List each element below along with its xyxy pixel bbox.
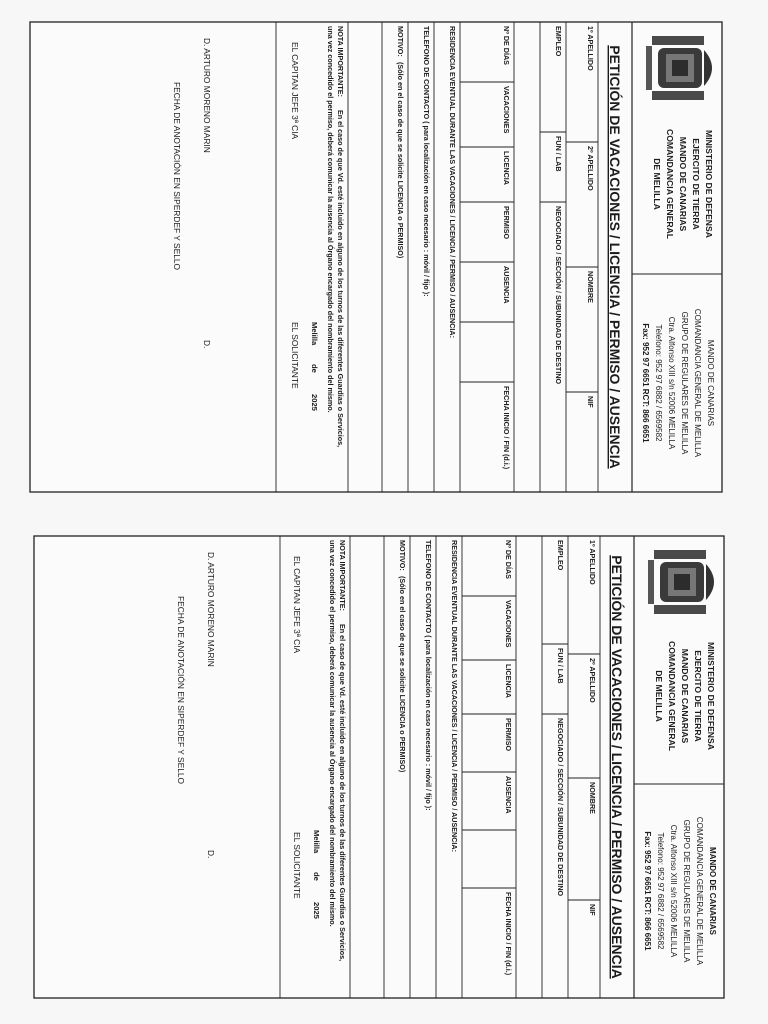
- header-ministry-line-3: MANDO DE CANARIAS: [680, 648, 690, 744]
- row-motive-note: (Sólo en el caso de que se solicite LICENCIA o PERMISO): [396, 62, 405, 259]
- captain-title: EL CAPITAN JEFE 3ª CIA: [292, 556, 302, 654]
- form-title: PETICIÓN DE VACACIONES / LICENCIA / PERMISO / AUSENCIA: [607, 45, 623, 469]
- header-unit-line-1: MANDO DE CANARIAS: [706, 339, 715, 427]
- row-start-end-date: FECHA INICIO / FIN (d.i.): [502, 386, 511, 470]
- row-vacaciones: VACACIONES: [502, 86, 511, 134]
- solicitor-title: EL SOLICITANTE: [290, 322, 300, 389]
- row-surname-2: 2º APELLIDO: [586, 146, 595, 191]
- year: 2025: [312, 902, 321, 919]
- row-licencia: LICENCIA: [504, 664, 513, 698]
- row-residence: RESIDENCIA EVENTUAL DURANTE LAS VACACIONES / LICENCIA / PERMISO / AUSENCIA:: [450, 540, 459, 853]
- de-label: de: [310, 364, 319, 373]
- row-employment: EMPLEO: [556, 540, 565, 571]
- row-unit-destination: NEGOCIADO / SECCIÓN / SUBUNIDAD DE DESTINO: [556, 718, 565, 897]
- form-title: PETICIÓN DE VACACIONES / LICENCIA / PERMISO / AUSENCIA: [609, 555, 625, 979]
- anotacion-label: FECHA DE ANOTACIÓN EN SIPERDEF Y SELLO: [172, 82, 182, 271]
- header-unit-line-5: Telefono: 952 97 6882 / 6569582: [654, 324, 663, 442]
- de-label: de: [312, 872, 321, 881]
- captain-name: D. ARTURO MORENO MARIN: [202, 38, 212, 153]
- header-unit-line-6: Fax: 952 97 6651 RCT: 866 6651: [641, 323, 650, 443]
- header-ministry-line-3: MANDO DE CANARIAS: [678, 136, 688, 232]
- row-permiso: PERMISO: [502, 206, 511, 240]
- row-ausencia: AUSENCIA: [502, 266, 511, 304]
- year: 2025: [310, 394, 319, 411]
- row-motive-label: MOTIVO:: [398, 540, 407, 571]
- note-line-2: una vez concedido el permiso, deberá comunicar la ausencia al Órgano encargado del nombramiento del mismo.: [326, 26, 335, 413]
- note-bold: NOTA IMPORTANTE:: [336, 26, 345, 97]
- header-ministry-line-5: DE MELILLA: [654, 670, 664, 722]
- row-unit-destination: NEGOCIADO / SECCIÓN / SUBUNIDAD DE DESTINO: [554, 206, 563, 385]
- row-name: NOMBRE: [588, 782, 597, 814]
- row-fun-lab: FUN / LAB: [554, 136, 563, 172]
- note-bold: NOTA IMPORTANTE:: [338, 540, 347, 611]
- row-surname-2: 2º APELLIDO: [588, 658, 597, 703]
- row-motive-note: (Sólo en el caso de que se solicite LICENCIA o PERMISO): [398, 576, 407, 773]
- note-line-1: En el caso de que Vd. esté incluido en alguno de los turnos de las diferentes Guardias o Servicios,: [338, 624, 347, 962]
- note-line-2: una vez concedido el permiso, deberá comunicar la ausencia al Órgano encargado del nombramiento del mismo.: [328, 540, 337, 927]
- place: Melilla: [310, 322, 319, 346]
- row-days: Nº DE DÍAS: [502, 26, 511, 65]
- solicitor-title: EL SOLICITANTE: [292, 832, 302, 899]
- row-motive-label: MOTIVO:: [396, 26, 405, 57]
- header-unit-line-3: GRUPO DE REGULARES DE MELILLA: [682, 819, 691, 963]
- captain-name: D. ARTURO MORENO MARIN: [206, 552, 216, 667]
- header-ministry-line-4: COMANDANCIA GENERAL: [667, 641, 677, 751]
- note-line-1: En el caso de que Vd. esté incluido en alguno de los turnos de las diferentes Guardias o Servicios,: [336, 110, 345, 448]
- row-phone: TELEFONO DE CONTACTO ( para localización en caso necesario : móvil / fijo ):: [424, 540, 433, 811]
- signature-d: D.: [202, 340, 212, 349]
- header-unit-line-4: Ctra. Alfonso XIII s/n 52006 MELILLA: [669, 824, 678, 958]
- header-unit-line-4: Ctra. Alfonso XIII s/n 52006 MELILLA: [667, 316, 676, 450]
- row-residence: RESIDENCIA EVENTUAL DURANTE LAS VACACIONES / LICENCIA / PERMISO / AUSENCIA:: [448, 26, 457, 339]
- signature-d: D.: [206, 850, 216, 859]
- row-surname-1: 1º APELLIDO: [586, 26, 595, 71]
- row-ausencia: AUSENCIA: [504, 776, 513, 814]
- row-phone: TELEFONO DE CONTACTO ( para localización en caso necesario : móvil / fijo ):: [422, 26, 431, 297]
- header-unit-line-5: Telefono: 952 97 6882 / 6569582: [656, 832, 665, 950]
- header-ministry-line-5: DE MELILLA: [652, 158, 662, 210]
- row-vacaciones: VACACIONES: [504, 600, 513, 648]
- row-days: Nº DE DÍAS: [504, 540, 513, 579]
- header-ministry-line-2: EJERCITO DE TIERRA: [691, 138, 701, 230]
- header-ministry-line-4: COMANDANCIA GENERAL: [665, 129, 675, 239]
- header-ministry-line-1: MINISTERIO DE DEFENSA: [706, 642, 716, 750]
- row-nif: NIF: [586, 396, 595, 408]
- captain-title: EL CAPITAN JEFE 3ª CIA: [290, 42, 300, 140]
- header-ministry-line-1: MINISTERIO DE DEFENSA: [704, 130, 714, 238]
- header-unit-line-3: GRUPO DE REGULARES DE MELILLA: [680, 311, 689, 455]
- row-surname-1: 1º APELLIDO: [588, 540, 597, 585]
- anotacion-label: FECHA DE ANOTACIÓN EN SIPERDEF Y SELLO: [176, 596, 186, 785]
- row-permiso: PERMISO: [504, 718, 513, 752]
- header-unit-line-1: MANDO DE CANARIAS: [708, 847, 717, 935]
- header-unit-line-2: COMANDANCIA GENERAL DE MELILLA: [693, 308, 702, 458]
- header-unit-line-6: Fax: 952 97 6651 RCT: 866 6651: [643, 831, 652, 951]
- row-employment: EMPLEO: [554, 26, 563, 57]
- row-licencia: LICENCIA: [502, 151, 511, 185]
- row-fun-lab: FUN / LAB: [556, 648, 565, 684]
- header-unit-line-2: COMANDANCIA GENERAL DE MELILLA: [695, 816, 704, 966]
- row-start-end-date: FECHA INICIO / FIN (d.i.): [504, 892, 513, 976]
- row-nif: NIF: [588, 904, 597, 916]
- row-name: NOMBRE: [586, 271, 595, 303]
- header-ministry-line-2: EJERCITO DE TIERRA: [693, 650, 703, 742]
- place: Melilla: [312, 830, 321, 854]
